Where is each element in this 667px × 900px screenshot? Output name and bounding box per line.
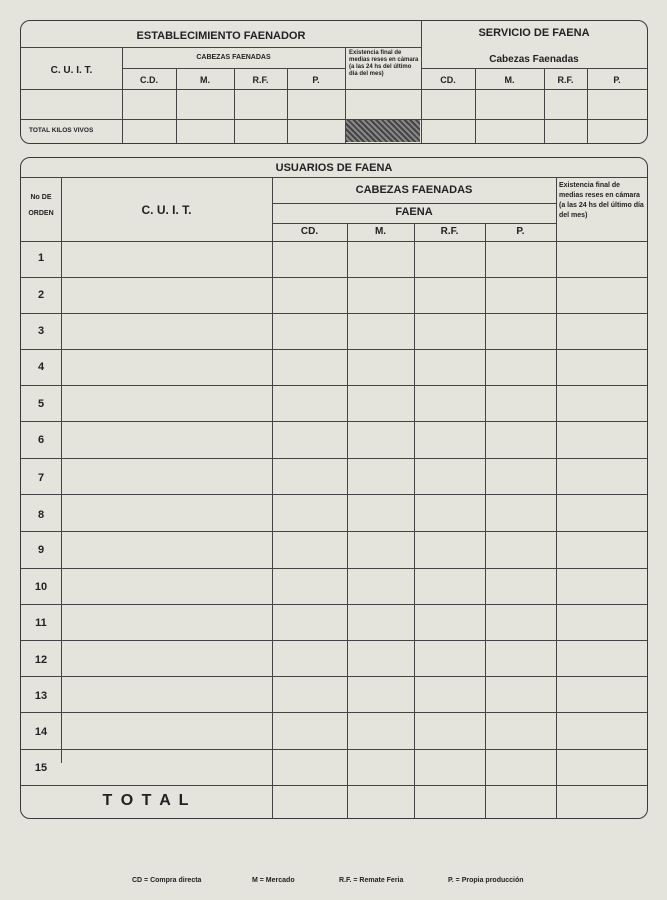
servicio-col-m: M. <box>504 75 515 85</box>
establecimiento-title: ESTABLECIMIENTO FAENADOR <box>136 30 306 42</box>
row-number: 9 <box>37 544 45 556</box>
nro-orden-label-2: ORDEN <box>28 210 54 217</box>
establecimiento-col-rf: R.F. <box>252 75 269 85</box>
row-number: 3 <box>37 325 45 337</box>
usuarios-col-rf: R.F. <box>440 226 459 237</box>
servicio-cabezas-label: Cabezas Faenadas <box>489 54 579 65</box>
servicio-col-rf: R.F. <box>557 75 574 85</box>
establecimiento-col-cd: C.D. <box>140 75 158 85</box>
usuarios-col-p: P. <box>516 226 525 237</box>
row-number: 10 <box>34 581 48 593</box>
establecimiento-cabezas-label: CABEZAS FAENADAS <box>196 54 271 61</box>
usuarios-box <box>20 157 648 819</box>
servicio-title: SERVICIO DE FAENA <box>478 27 590 39</box>
row-number: 1 <box>37 252 45 264</box>
row-number: 4 <box>37 361 45 373</box>
legend-m: M = Mercado <box>252 877 295 884</box>
usuarios-col-m: M. <box>374 226 387 237</box>
usuarios-cabezas-label: CABEZAS FAENADAS <box>355 184 473 196</box>
servicio-col-p: P. <box>613 75 621 85</box>
row-number: 8 <box>37 509 45 521</box>
row-number: 2 <box>37 289 45 301</box>
total-label: T O T A L <box>102 792 191 809</box>
row-number: 14 <box>34 726 48 738</box>
row-number: 6 <box>37 434 45 446</box>
servicio-col-cd: CD. <box>440 75 456 85</box>
row-number: 12 <box>34 654 48 666</box>
establecimiento-box <box>20 20 648 144</box>
shaded-cell <box>346 120 420 142</box>
usuarios-col-cd: CD. <box>300 226 319 237</box>
row-number: 5 <box>37 398 45 410</box>
usuarios-cuit-label: C. U. I. T. <box>141 203 192 217</box>
usuarios-title: USUARIOS DE FAENA <box>275 162 393 174</box>
usuarios-faena-label: FAENA <box>395 206 433 218</box>
establecimiento-col-p: P. <box>312 75 320 85</box>
establecimiento-cuit-label: C. U. I. T. <box>50 65 93 76</box>
row-number: 15 <box>34 762 48 774</box>
legend-p: P. = Propia producción <box>448 877 524 884</box>
total-kilos-label: TOTAL KILOS VIVOS <box>29 127 94 134</box>
usuarios-existencia-label: Existencia final de medias reses en cámara (a las 24 hs del último día del mes) <box>559 182 644 219</box>
row-number: 11 <box>35 617 47 629</box>
nro-orden-label-1: No DE <box>30 194 52 201</box>
legend-rf: R.F. = Remate Feria <box>339 877 404 884</box>
establecimiento-col-m: M. <box>200 75 210 85</box>
establecimiento-existencia-label: Existencia final de medias reses en cámara (a las 24 hs del último día del mes) <box>349 50 419 77</box>
row-number: 7 <box>37 472 45 484</box>
row-number: 13 <box>34 690 48 702</box>
legend-cd: CD = Compra directa <box>132 877 202 884</box>
